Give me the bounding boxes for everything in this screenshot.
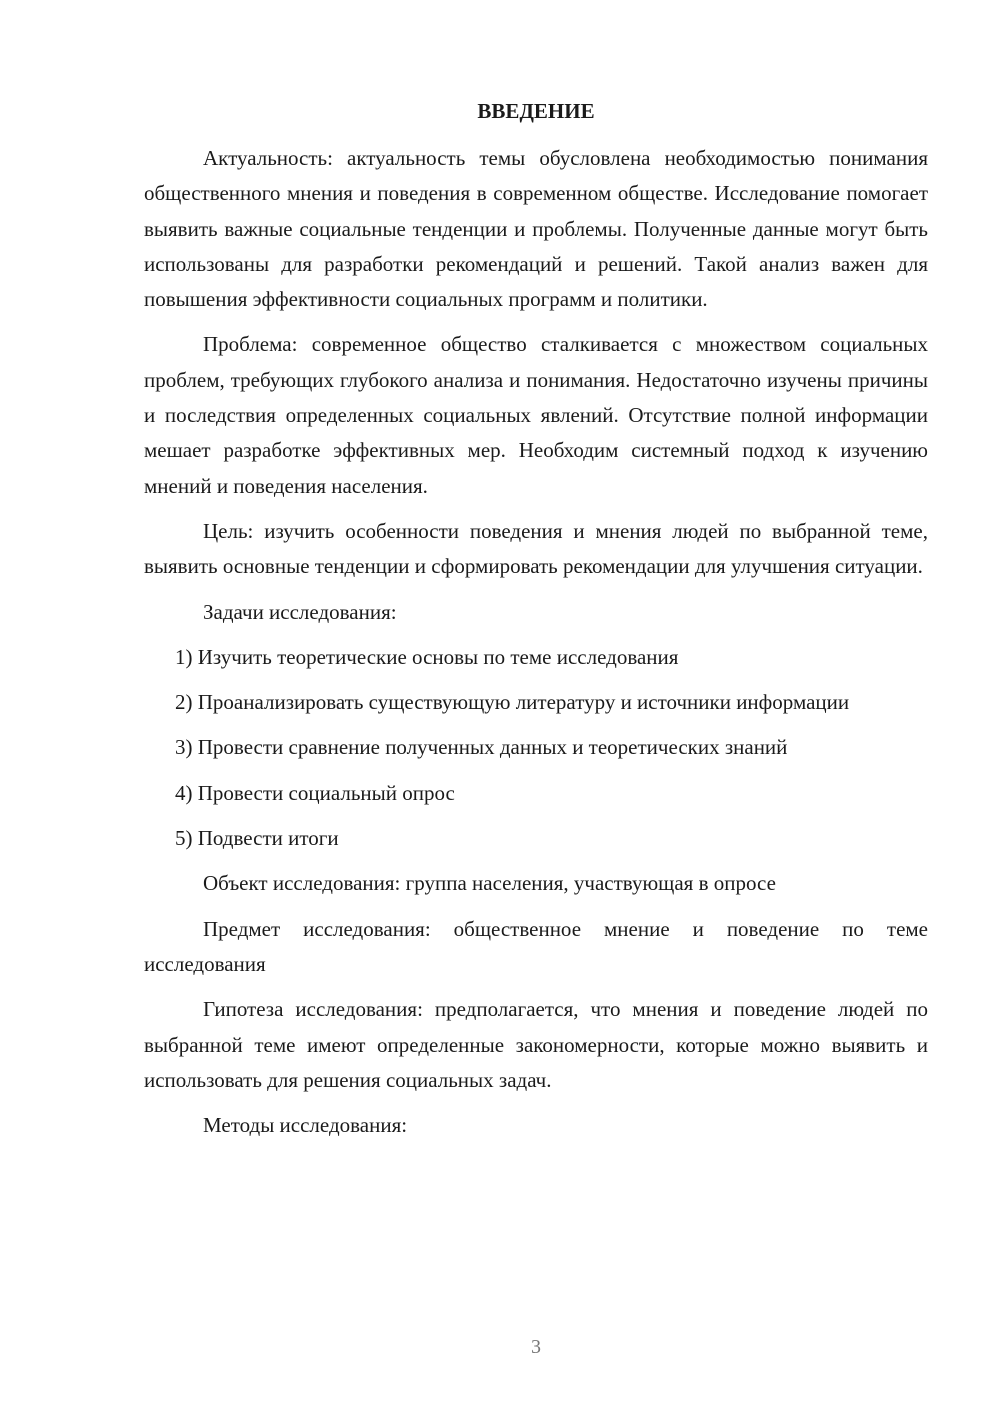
task-item-1: 1) Изучить теоретические основы по теме исследования bbox=[175, 644, 679, 669]
paragraph-subject: Предмет исследования: общественное мнение и поведение по теме исследования bbox=[144, 916, 928, 976]
page-title: ВВЕДЕНИЕ bbox=[477, 99, 595, 123]
paragraph-goal: Цель: изучить особенности поведения и мнения людей по выбранной теме, выявить основные тенденции и сформировать рекомендации для улучшения ситуации. bbox=[144, 518, 928, 579]
page-number: 3 bbox=[531, 1336, 541, 1358]
paragraph-hypothesis: Гипотеза исследования: предполагается, что мнения и поведение людей по выбранной теме имеют определенные закономерности, которые можно выявить и использовать для решения социальных задач. bbox=[144, 997, 928, 1092]
task-item-5: 5) Подвести итоги bbox=[175, 826, 339, 851]
paragraph-tasks-heading: Задачи исследования: bbox=[203, 599, 397, 624]
task-item-4: 4) Провести социальный опрос bbox=[175, 780, 455, 805]
document-page bbox=[144, 0, 928, 1414]
document-body bbox=[144, 141, 928, 1153]
paragraph-object: Объект исследования: группа населения, участвующая в опросе bbox=[203, 871, 776, 896]
paragraph-relevance: Актуальность: актуальность темы обусловлена необходимостью понимания общественного мнения и поведения в современном обществе. Исследование помогает выявить важные социальные тенденции и проблемы. Полученные данные могут быть использованы для разработки рекомендаций и решений. Такой анализ важен для повышения эффективности социальных программ и политики. bbox=[144, 146, 928, 312]
task-item-2: 2) Проанализировать существующую литературу и источники информации bbox=[175, 690, 850, 715]
paragraph-methods: Методы исследования: bbox=[203, 1113, 408, 1138]
task-item-3: 3) Провести сравнение полученных данных и теоретических знаний bbox=[175, 735, 788, 760]
paragraph-problem: Проблема: современное общество сталкивается с множеством социальных проблем, требующих глубокого анализа и понимания. Недостаточно изучены причины и последствия определенных социальных явлений. Отсутствие полной информации мешает разработке эффективных мер. Необходим системный подход к изучению мнений и поведения населения. bbox=[144, 332, 928, 498]
